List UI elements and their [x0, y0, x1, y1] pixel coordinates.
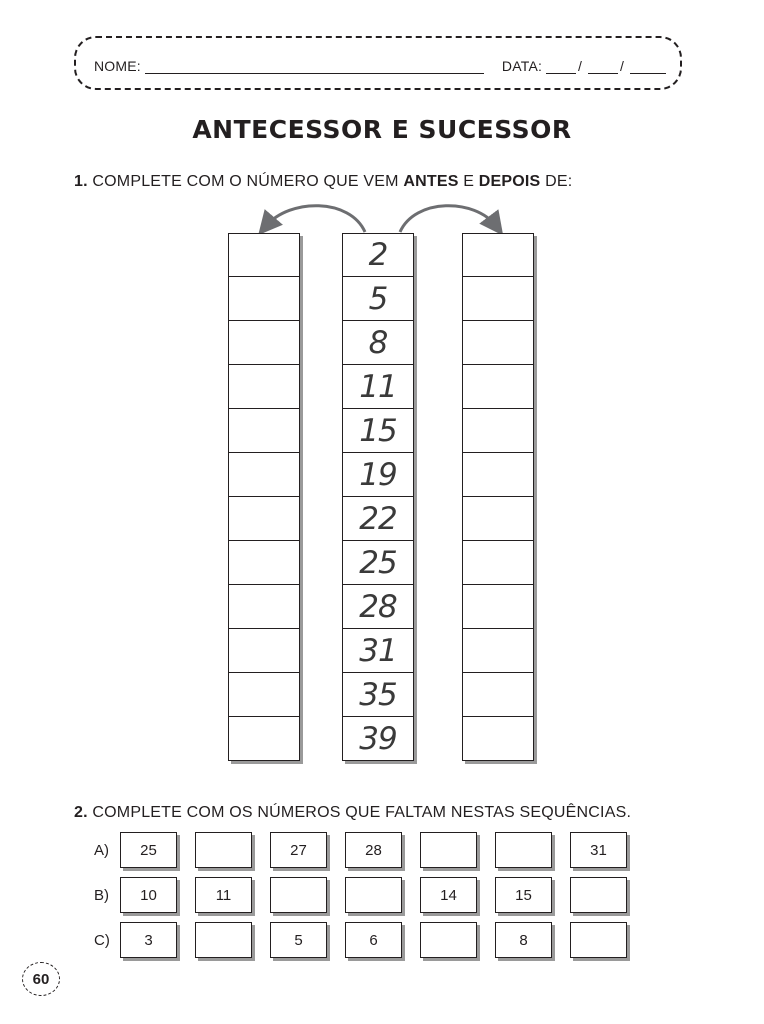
date-month-field[interactable] [588, 60, 618, 74]
sucessor-column [462, 233, 534, 761]
sequence-number-box: 3 [120, 922, 177, 958]
question-2-number: 2. [74, 804, 88, 821]
given-number-box [342, 541, 414, 585]
given-number-box [342, 717, 414, 761]
sequence-row-label: B) [94, 886, 109, 904]
antecessor-answer-box[interactable] [228, 453, 300, 497]
given-number-box [342, 365, 414, 409]
given-number: 2 [368, 237, 388, 273]
given-number: 15 [359, 412, 397, 449]
sequence-row-label: C) [94, 931, 110, 949]
date-day-field[interactable] [546, 60, 576, 74]
given-number: 28 [359, 588, 397, 625]
given-number-box [342, 233, 414, 277]
given-number: 8 [368, 324, 388, 361]
sequence-number-box: 11 [195, 877, 252, 913]
sequence-answer-box[interactable] [420, 832, 477, 868]
sucessor-answer-box[interactable] [462, 277, 534, 321]
arrows-diagram [250, 198, 510, 238]
given-number-box [342, 585, 414, 629]
given-number-box [342, 629, 414, 673]
sequence-row [94, 922, 645, 958]
sequence-number-box: 5 [270, 922, 327, 958]
date-separator: / [620, 58, 625, 74]
sucessor-answer-box[interactable] [462, 409, 534, 453]
sequence-answer-box[interactable] [495, 832, 552, 868]
given-number: 31 [359, 632, 397, 669]
right-arrow-icon [400, 206, 496, 232]
sequence-answer-box[interactable] [570, 922, 627, 958]
sucessor-answer-box[interactable] [462, 673, 534, 717]
sequence-answer-box[interactable] [345, 877, 402, 913]
sucessor-answer-box[interactable] [462, 717, 534, 761]
given-number: 39 [359, 720, 397, 757]
sequence-number-box: 15 [495, 877, 552, 913]
antecessor-answer-box[interactable] [228, 585, 300, 629]
given-number-box [342, 409, 414, 453]
sequence-number-box: 31 [570, 832, 627, 868]
sequence-number-box: 6 [345, 922, 402, 958]
sucessor-answer-box[interactable] [462, 629, 534, 673]
left-arrow-icon [266, 206, 365, 232]
sucessor-answer-box[interactable] [462, 497, 534, 541]
question-1-prompt [74, 173, 572, 191]
sucessor-answer-box[interactable] [462, 365, 534, 409]
sequence-number-box: 28 [345, 832, 402, 868]
given-number-box [342, 497, 414, 541]
question-1-number: 1. [74, 173, 88, 190]
given-number: 35 [359, 676, 397, 713]
sequence-answer-box[interactable] [195, 922, 252, 958]
given-number-box [342, 277, 414, 321]
given-number: 22 [359, 500, 397, 537]
antecessor-answer-box[interactable] [228, 277, 300, 321]
sequence-answer-box[interactable] [420, 922, 477, 958]
page-number: 60 [22, 962, 60, 996]
date-separator: / [578, 58, 583, 74]
date-label: DATA: [501, 58, 543, 74]
header-box [74, 36, 682, 90]
antecessor-answer-box[interactable] [228, 717, 300, 761]
sequence-row [94, 832, 645, 868]
question-1-bold-depois: DEPOIS [478, 173, 541, 190]
antecessor-answer-box[interactable] [228, 233, 300, 277]
date-year-field[interactable] [630, 60, 666, 74]
sequence-number-box: 10 [120, 877, 177, 913]
given-number: 11 [359, 368, 397, 405]
page-title: ANTECESSOR E SUCESSOR [192, 115, 572, 144]
given-numbers-column [342, 233, 414, 761]
sequence-number-box: 27 [270, 832, 327, 868]
question-1-bold-antes: ANTES [403, 173, 459, 190]
sucessor-answer-box[interactable] [462, 233, 534, 277]
given-number: 19 [359, 456, 397, 493]
sequence-answer-box[interactable] [570, 877, 627, 913]
sucessor-answer-box[interactable] [462, 321, 534, 365]
given-number: 5 [368, 280, 388, 317]
question-1-connector: E [463, 173, 475, 190]
given-number-box [342, 453, 414, 497]
sequence-answer-box[interactable] [195, 832, 252, 868]
antecessor-answer-box[interactable] [228, 673, 300, 717]
sequence-number-box: 25 [120, 832, 177, 868]
name-field[interactable] [145, 60, 484, 74]
antecessor-answer-box[interactable] [228, 541, 300, 585]
given-number: 25 [359, 544, 397, 581]
question-1-text: COMPLETE COM O NÚMERO QUE VEM [92, 173, 399, 190]
antecessor-answer-box[interactable] [228, 409, 300, 453]
antecessor-answer-box[interactable] [228, 497, 300, 541]
antecessor-column [228, 233, 300, 761]
antecessor-answer-box[interactable] [228, 321, 300, 365]
sequence-row-label: A) [94, 841, 109, 859]
question-2-prompt [74, 804, 631, 822]
antecessor-answer-box[interactable] [228, 629, 300, 673]
question-1-suffix: DE: [545, 173, 573, 190]
sucessor-answer-box[interactable] [462, 585, 534, 629]
sequence-number-box: 8 [495, 922, 552, 958]
sequence-number-box: 14 [420, 877, 477, 913]
header-row [94, 58, 666, 74]
sequence-answer-box[interactable] [270, 877, 327, 913]
sucessor-answer-box[interactable] [462, 453, 534, 497]
given-number-box [342, 321, 414, 365]
name-label: NOME: [94, 58, 141, 74]
sucessor-answer-box[interactable] [462, 541, 534, 585]
given-number-box [342, 673, 414, 717]
question-2-text: COMPLETE COM OS NÚMEROS QUE FALTAM NESTAS SEQUÊNCIAS. [92, 804, 632, 821]
antecessor-answer-box[interactable] [228, 365, 300, 409]
sequence-row [94, 877, 645, 913]
